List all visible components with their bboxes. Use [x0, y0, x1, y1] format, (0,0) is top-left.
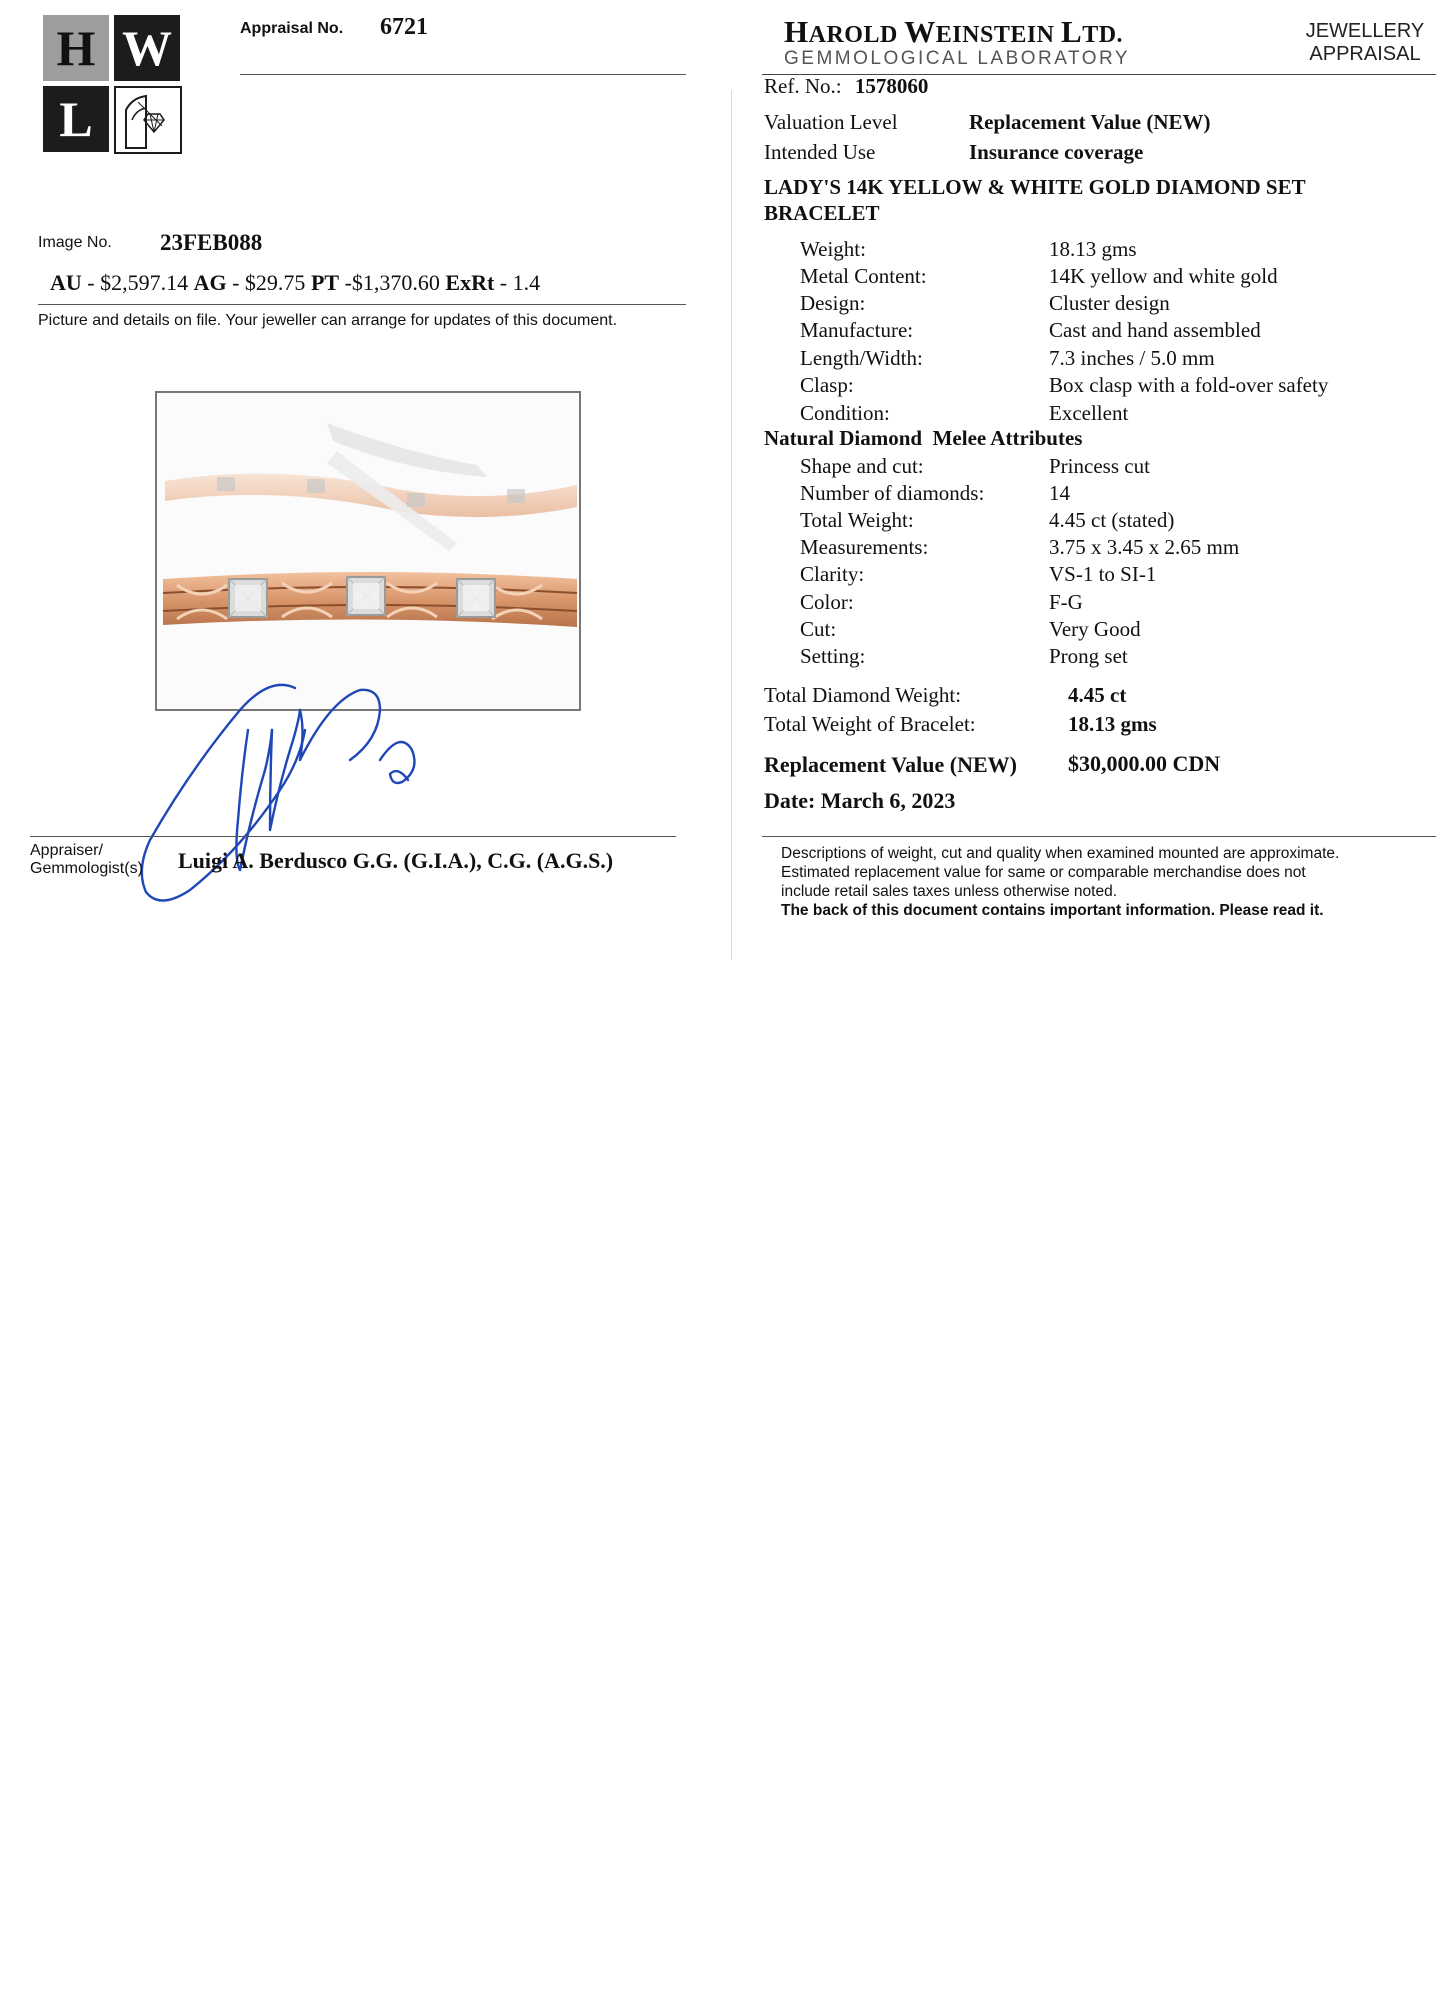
metal-code-au: AU — [50, 270, 82, 295]
metal-value-au: - $2,597.14 — [87, 270, 189, 295]
ref-no — [764, 74, 928, 99]
appraisal-date: Date: March 6, 2023 — [764, 788, 956, 813]
metal-value-pt: -$1,370.60 — [344, 270, 440, 295]
total-bracelet-weight-label: Total Weight of Bracelet: — [764, 712, 976, 736]
document-type — [1300, 20, 1430, 66]
diamond-value-color: F-G — [1049, 590, 1083, 614]
appraisal-no-value: 6721 — [380, 14, 428, 40]
diamond-value-clarity: VS-1 to SI-1 — [1049, 562, 1157, 586]
spec-label-design: Design: — [800, 291, 866, 315]
appraiser-label — [30, 842, 143, 878]
spec-label-manufacture: Manufacture: — [800, 318, 914, 342]
image-no-value: 23FEB088 — [160, 230, 263, 255]
appraiser-underline — [30, 836, 676, 837]
valuation-level-label: Valuation Level — [764, 110, 898, 134]
appraiser-name: Luigi A. Berdusco G.G. (G.I.A.), C.G. (A.G.S.) — [178, 848, 614, 873]
spec-label-clasp: Clasp: — [800, 373, 854, 397]
diamond-value-cut: Very Good — [1049, 617, 1141, 641]
disclaimer — [781, 844, 1339, 920]
company-name-cap-h: H — [784, 14, 809, 49]
diamond-label-cut: Cut: — [800, 617, 837, 641]
diamond-value-total-weight: 4.45 ct (stated) — [1049, 508, 1175, 532]
logo-letter-h: H — [43, 15, 109, 81]
intended-use-label: Intended Use — [764, 140, 876, 164]
ref-no-label: Ref. No.: — [764, 74, 842, 98]
metal-value-exrt: - 1.4 — [499, 270, 541, 295]
company-name — [784, 14, 1123, 50]
company-name-cap-l: L — [1061, 14, 1083, 49]
diamond-value-count: 14 — [1049, 481, 1070, 505]
logo-letter-l: L — [43, 86, 109, 152]
diamond-label-clarity: Clarity: — [800, 562, 865, 586]
disclaimer-line2: Estimated replacement value for same or comparable merchandise does not — [781, 864, 1306, 881]
disclaimer-rule — [762, 836, 1436, 837]
diamond-label-measurements: Measurements: — [800, 535, 929, 559]
company-name-rest-3: TD. — [1082, 22, 1124, 48]
appraiser-label-line1: Appraiser/ — [30, 842, 103, 859]
logo-diamond-emblem-icon — [114, 86, 182, 154]
metal-code-pt: PT — [310, 270, 340, 295]
appraiser-label-line2: Gemmologist(s) — [30, 860, 143, 877]
replacement-value-label: Replacement Value (NEW) — [764, 752, 1017, 777]
spec-label-condition: Condition: — [800, 401, 890, 425]
diamond-label-color: Color: — [800, 590, 854, 614]
metal-value-ag: - $29.75 — [232, 270, 306, 295]
document-type-line1: JEWELLERY — [1305, 20, 1425, 42]
spec-value-metal-content: 14K yellow and white gold — [1049, 264, 1278, 288]
company-name-cap-w: W — [904, 14, 936, 49]
spec-label-weight: Weight: — [800, 237, 866, 261]
metal-prices-line — [50, 270, 540, 296]
lab-name: GEMMOLOGICAL LABORATORY — [784, 48, 1131, 69]
image-no-label: Image No. — [38, 234, 112, 251]
intended-use-value: Insurance coverage — [969, 140, 1144, 164]
spec-value-condition: Excellent — [1049, 401, 1129, 425]
diamond-attributes-heading: Natural Diamond Melee Attributes — [764, 426, 1083, 450]
spec-value-weight: 18.13 gms — [1049, 237, 1137, 261]
appraiser-signature — [130, 670, 430, 920]
valuation-level-value: Replacement Value (NEW) — [969, 110, 1211, 134]
spec-value-design: Cluster design — [1049, 291, 1170, 315]
prices-underline — [38, 304, 686, 305]
diamond-value-measurements: 3.75 x 3.45 x 2.65 mm — [1049, 535, 1240, 559]
document-type-line2: APPRAISAL — [1309, 43, 1421, 65]
item-title-line1: LADY'S 14K YELLOW & WHITE GOLD DIAMOND SET — [764, 175, 1306, 199]
total-bracelet-weight-value: 18.13 gms — [1068, 712, 1157, 736]
total-diamond-weight-value: 4.45 ct — [1068, 683, 1127, 707]
company-name-rest-2: EINSTEIN — [935, 22, 1062, 48]
spec-label-metal-content: Metal Content: — [800, 264, 927, 288]
spec-value-manufacture: Cast and hand assembled — [1049, 318, 1261, 342]
disclaimer-line4: The back of this document contains important information. Please read it. — [781, 902, 1324, 919]
total-diamond-weight-label: Total Diamond Weight: — [764, 683, 962, 707]
diamond-label-total-weight: Total Weight: — [800, 508, 914, 532]
disclaimer-line3: include retail sales taxes unless otherwise noted. — [781, 883, 1118, 900]
diamond-value-setting: Prong set — [1049, 644, 1128, 668]
spec-value-clasp: Box clasp with a fold-over safety — [1049, 373, 1329, 397]
replacement-value-amount: $30,000.00 CDN — [1068, 751, 1221, 776]
picture-note: Picture and details on file. Your jeweller can arrange for updates of this document. — [38, 312, 618, 329]
column-divider — [731, 90, 732, 960]
logo-letter-w: W — [114, 15, 180, 81]
metal-code-exrt: ExRt — [445, 270, 495, 295]
diamond-label-count: Number of diamonds: — [800, 481, 985, 505]
bracelet-photo — [155, 391, 581, 711]
diamond-value-shape: Princess cut — [1049, 454, 1150, 478]
disclaimer-line1: Descriptions of weight, cut and quality when examined mounted are approximate. — [781, 845, 1340, 862]
diamond-label-setting: Setting: — [800, 644, 866, 668]
appraisal-underline — [240, 74, 686, 75]
item-title — [764, 174, 1306, 226]
ref-no-value: 1578060 — [854, 74, 929, 98]
company-name-rest-1: AROLD — [808, 22, 905, 48]
metal-code-ag: AG — [193, 270, 227, 295]
spec-value-length-width: 7.3 inches / 5.0 mm — [1049, 346, 1215, 370]
appraisal-no-label: Appraisal No. — [240, 20, 344, 37]
spec-label-length-width: Length/Width: — [800, 346, 923, 370]
item-title-line2: BRACELET — [764, 201, 880, 225]
diamond-label-shape: Shape and cut: — [800, 454, 924, 478]
